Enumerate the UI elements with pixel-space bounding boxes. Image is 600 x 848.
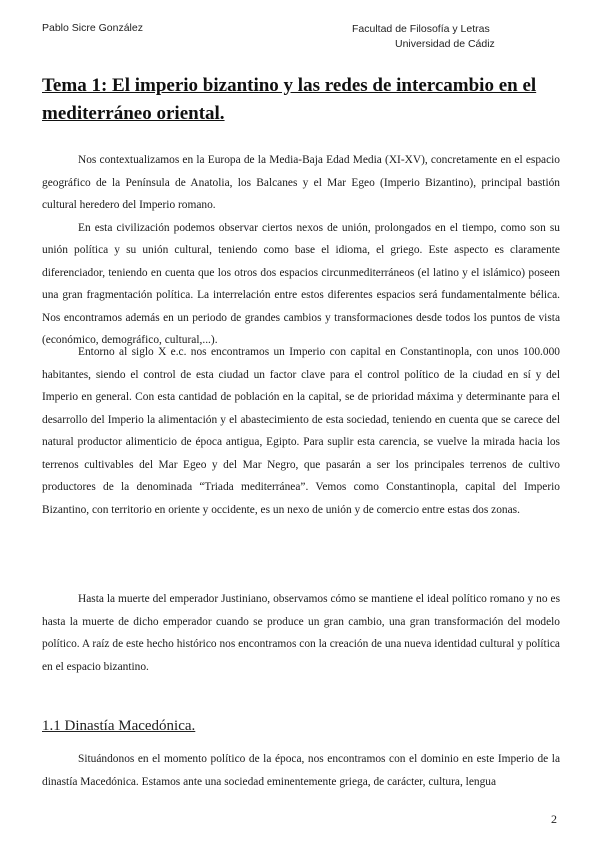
paragraph-context: Nos contextualizamos en la Europa de la Media-Baja Edad Media (XI-XV), concretamente en el espacio geográfico de la Península de Anatolia, los Balcanes y el Mar Egeo (Imperio Bizantino), principal bastión cultural heredero del Imperio romano. bbox=[42, 154, 560, 211]
constantinople-block bbox=[42, 341, 560, 521]
section-heading: 1.1 Dinastía Macedónica. bbox=[42, 718, 196, 734]
paragraph-constantinople: Entorno al siglo X e.c. nos encontramos un Imperio con capital en Constantinopla, con unos 100.000 habitantes, siendo el control de esta ciudad un factor clave para el control político de la ciudad en sí y del Imperio en general. Con esta cantidad de población en la capital, se de prioridad máxima y determinante para el desarrollo del Imperio la alimentación y el abastecimiento de esta sociedad, teniendo en cuenta que se carece del natural productor alimenticio de época antigua, Egipto. Para suplir esta carencia, se vuelve la mirada hacia los terrenos cultivables del Mar Egeo y del Mar Negro, que pasarán a ser los principales terrenos de cultivo productores de la denominada “Triada mediterránea”. Vemos como Constantinopla, capital del Imperio Bizantino, con territorio en oriente y occidente, es un nexo de unión y de comercio entre estas dos zonas. bbox=[42, 346, 560, 516]
page-number: 2 bbox=[551, 812, 557, 826]
header-institution bbox=[352, 22, 495, 52]
paragraph-macedonian: Situándonos en el momento político de la época, nos encontramos con el dominio en este Imperio de la dinastía Macedónica. Estamos ante una sociedad eminentemente griega, de carácter, cultura, lengua bbox=[42, 753, 560, 788]
header-faculty: Facultad de Filosofía y Letras bbox=[352, 23, 490, 35]
header-university: Universidad de Cádiz bbox=[395, 38, 495, 50]
macedonian-block bbox=[42, 748, 560, 793]
paragraph-justinian: Hasta la muerte del emperador Justiniano, observamos cómo se mantiene el ideal político romano y no es hasta la muerte de dicho emperador cuando se produce un gran cambio, una gran transformación del modelo político. A raíz de este hecho histórico nos encontramos con la creación de una nueva identidad cultural y política en el espacio bizantino. bbox=[42, 593, 560, 673]
justinian-block bbox=[42, 588, 560, 678]
paragraph-civilization: En esta civilización podemos observar ciertos nexos de unión, prolongados en el tiempo, como son su unión política y su unión cultural, teniendo como base el idioma, el griego. Este aspecto es claramente diferenciador, teniendo en cuenta que los otros dos espacios circunmediterráneos (el latino y el islámico) poseen una gran fragmentación política. La interrelación entre estos diferentes espacios será fundamentalmente bélica. Nos encontramos además en un periodo de grandes cambios y transformaciones desde todos los puntos de vista (económico, demográfico, cultural,...). bbox=[42, 221, 560, 346]
document-title: Tema 1: El imperio bizantino y las redes de intercambio en el mediterráneo oriental. bbox=[42, 75, 537, 124]
header-author: Pablo Sicre González bbox=[42, 22, 143, 34]
intro-block bbox=[42, 149, 560, 352]
